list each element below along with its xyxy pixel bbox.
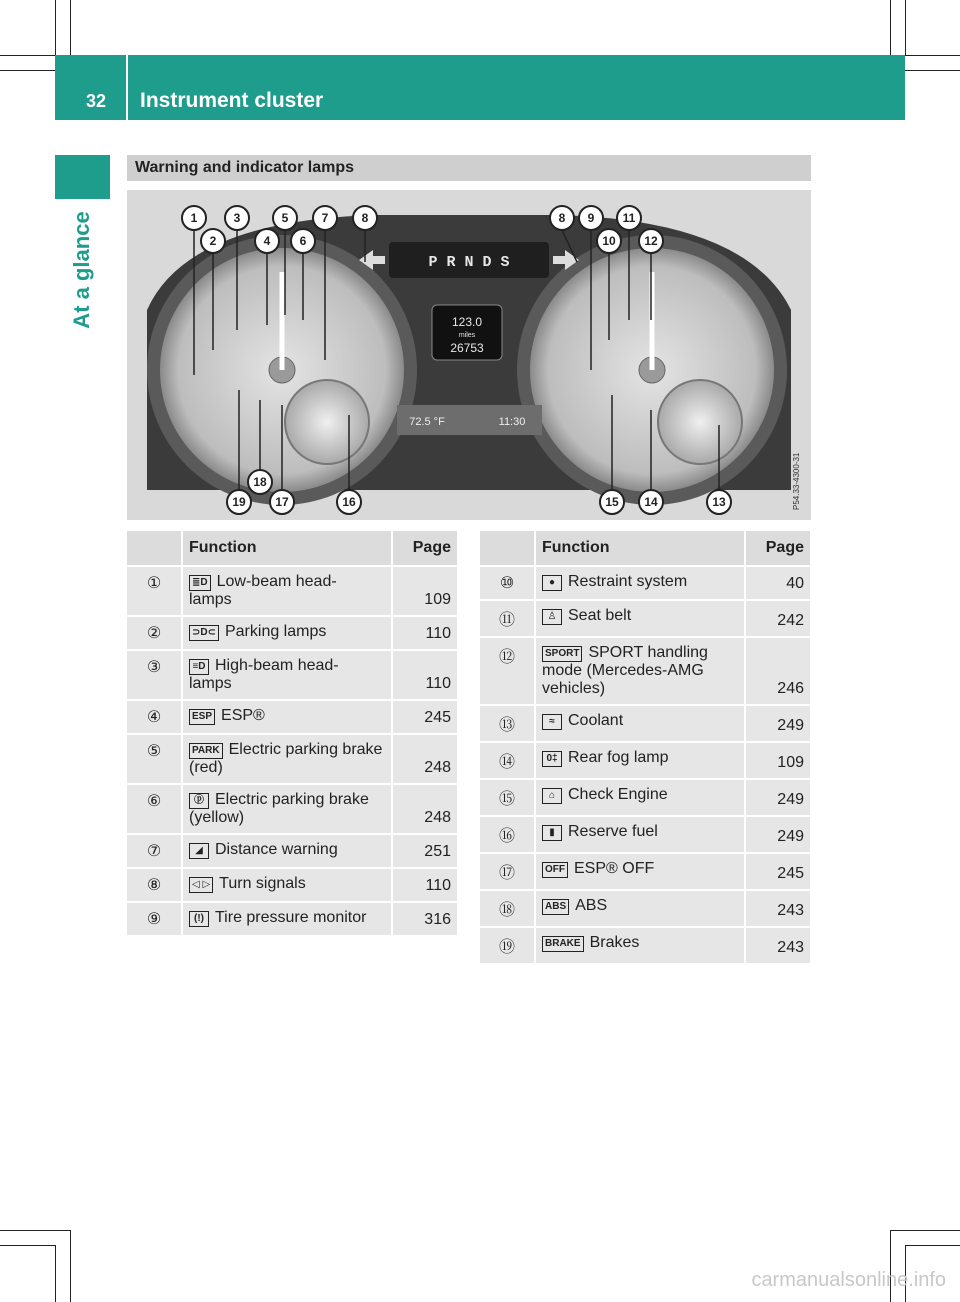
table-row	[480, 705, 811, 742]
row-function	[182, 616, 392, 650]
function-label: Electric parking brake (red)	[189, 741, 383, 776]
crop-mark	[0, 1230, 70, 1231]
function-label: SPORT handling mode (Mercedes-AMG vehicles)	[542, 644, 708, 697]
row-page: 243	[745, 927, 811, 964]
table-row	[480, 890, 811, 927]
row-function	[182, 566, 392, 616]
function-label: Coolant	[568, 712, 624, 729]
clock-text: 11:30	[498, 416, 526, 428]
row-page: 242	[745, 600, 811, 637]
lamps-table-right	[480, 531, 812, 965]
row-number: ⑦	[127, 834, 182, 868]
callout-label: 10	[602, 234, 616, 248]
num-header	[127, 531, 182, 566]
section-title: Warning and indicator lamps	[135, 159, 354, 176]
crop-mark	[905, 0, 906, 55]
function-label: ESP®	[221, 707, 265, 724]
coolant-icon: ≈	[542, 714, 562, 730]
callout-label: 4	[263, 234, 271, 248]
esp-off-icon: OFF	[542, 862, 568, 878]
table-row	[127, 834, 458, 868]
function-label: Brakes	[589, 934, 640, 951]
table-row	[480, 742, 811, 779]
row-number: ⑯	[480, 816, 535, 853]
callout-label: 5	[281, 211, 289, 225]
table-row	[480, 816, 811, 853]
function-label: Electric parking brake (yellow)	[189, 791, 369, 826]
lamps-table-left	[127, 531, 459, 937]
page-header: Page	[745, 531, 811, 566]
num-header	[480, 531, 535, 566]
row-function	[535, 600, 745, 637]
table-row	[127, 734, 458, 784]
crop-mark	[70, 1230, 71, 1302]
row-function	[182, 868, 392, 902]
row-page: 248	[392, 784, 458, 834]
crop-mark	[0, 1245, 55, 1246]
header-divider	[126, 55, 128, 120]
function-label: Check Engine	[568, 786, 668, 803]
row-number: ⑰	[480, 853, 535, 890]
row-page: 110	[392, 650, 458, 700]
function-label: ABS	[575, 897, 608, 914]
function-label: Distance warning	[215, 841, 338, 858]
brake-icon: BRAKE	[542, 936, 584, 952]
row-page: 251	[392, 834, 458, 868]
parking-lamps-icon: ⊃D⊂	[189, 625, 219, 641]
row-page: 248	[392, 734, 458, 784]
odometer-text: 26753	[450, 341, 484, 355]
function-header: Function	[535, 531, 745, 566]
row-number: ⑪	[480, 600, 535, 637]
reserve-fuel-icon: ▮	[542, 825, 562, 841]
function-header: Function	[182, 531, 392, 566]
callout-label: 11	[622, 211, 636, 225]
function-label: Reserve fuel	[568, 823, 658, 840]
callout-label: 6	[299, 234, 307, 248]
section-heading	[127, 155, 811, 181]
row-page: 246	[745, 637, 811, 705]
callout-label: 17	[275, 495, 289, 509]
rear-fog-lamp-icon: 0‡	[542, 751, 562, 767]
table-row	[127, 902, 458, 936]
turn-signals-icon: ◁ ▷	[189, 877, 213, 893]
seat-belt-icon: ♙	[542, 609, 562, 625]
crop-mark	[905, 1245, 960, 1246]
function-label: High-beam head- lamps	[189, 657, 339, 692]
row-function	[535, 816, 745, 853]
row-page: 316	[392, 902, 458, 936]
trip-text: 123.0	[451, 315, 483, 329]
row-function	[535, 637, 745, 705]
function-label: Parking lamps	[224, 623, 327, 640]
low-beam-icon: ≣D	[189, 575, 211, 591]
crop-mark	[55, 0, 56, 55]
row-function	[182, 784, 392, 834]
instrument-cluster-figure	[127, 190, 811, 520]
row-number: ③	[127, 650, 182, 700]
row-function	[535, 705, 745, 742]
esp-icon: ESP	[189, 709, 215, 725]
row-page: 249	[745, 816, 811, 853]
side-label: At a glance	[69, 211, 94, 329]
row-number: ②	[127, 616, 182, 650]
row-function	[182, 650, 392, 700]
crop-mark	[905, 55, 960, 56]
row-number: ④	[127, 700, 182, 734]
callout-label: 14	[644, 495, 658, 509]
callout-label: 19	[232, 495, 246, 509]
row-number: ⑤	[127, 734, 182, 784]
cluster-illustration	[127, 190, 811, 520]
table-row	[127, 784, 458, 834]
high-beam-icon: ≡D	[189, 659, 209, 675]
coolant-gauge	[658, 380, 742, 464]
row-function	[182, 734, 392, 784]
chapter-title: Instrument cluster	[140, 89, 324, 112]
table-row	[127, 566, 458, 616]
function-label: Tire pressure monitor	[215, 909, 367, 926]
callout-label: 15	[605, 495, 619, 509]
image-code: P54.33-4300-31	[792, 452, 801, 510]
row-function	[182, 700, 392, 734]
table-row	[480, 779, 811, 816]
gear-text: P R N D S	[428, 254, 510, 271]
trip-unit: miles	[458, 332, 476, 339]
crop-mark	[890, 1230, 960, 1231]
table-row	[480, 637, 811, 705]
page-header: Page	[392, 531, 458, 566]
row-number: ⑩	[480, 566, 535, 600]
function-label: Restraint system	[568, 573, 688, 590]
page-number: 32	[86, 91, 107, 111]
row-number: ⑫	[480, 637, 535, 705]
table-row	[480, 927, 811, 964]
crop-mark	[0, 55, 55, 56]
park-icon: PARK	[189, 743, 223, 759]
callout-label: 18	[253, 475, 267, 489]
check-engine-icon: ⌂	[542, 788, 562, 804]
function-label: ESP® OFF	[574, 860, 655, 877]
row-function	[182, 834, 392, 868]
function-label: Low-beam head- lamps	[189, 573, 337, 608]
callout-label: 1	[190, 211, 198, 225]
fuel-gauge	[285, 380, 369, 464]
row-page: 249	[745, 705, 811, 742]
row-function	[535, 927, 745, 964]
row-function	[535, 890, 745, 927]
row-number: ⑥	[127, 784, 182, 834]
restraint-system-icon: ●	[542, 575, 562, 591]
callout-label: 3	[233, 211, 241, 225]
callout-label: 2	[209, 234, 217, 248]
table-row	[480, 853, 811, 890]
temperature-text: 72.5 °F	[409, 416, 445, 428]
crop-mark	[55, 1245, 56, 1302]
distance-warning-icon: ◢	[189, 843, 209, 859]
row-number: ⑱	[480, 890, 535, 927]
parking-brake-yellow-icon: ⓟ	[189, 793, 209, 809]
row-number: ⑨	[127, 902, 182, 936]
row-page: 243	[745, 890, 811, 927]
table-row	[127, 868, 458, 902]
row-function	[535, 742, 745, 779]
table-row	[480, 566, 811, 600]
callout-label: 9	[587, 211, 595, 225]
row-number: ①	[127, 566, 182, 616]
row-number: ⑲	[480, 927, 535, 964]
table-row	[480, 600, 811, 637]
row-number: ⑧	[127, 868, 182, 902]
callout-label: 7	[321, 211, 329, 225]
function-label: Turn signals	[219, 875, 306, 892]
callout-label: 16	[342, 495, 356, 509]
row-page: 110	[392, 616, 458, 650]
callout-label: 8	[558, 211, 566, 225]
row-page: 40	[745, 566, 811, 600]
row-page: 245	[745, 853, 811, 890]
row-number: ⑮	[480, 779, 535, 816]
row-function	[182, 902, 392, 936]
row-function	[535, 779, 745, 816]
row-page: 109	[392, 566, 458, 616]
row-number: ⑬	[480, 705, 535, 742]
tire-pressure-icon: (!)	[189, 911, 209, 927]
watermark: carmanualsonline.info	[751, 1269, 946, 1291]
table-row	[127, 650, 458, 700]
row-page: 249	[745, 779, 811, 816]
callout-label: 8	[361, 211, 369, 225]
row-function	[535, 566, 745, 600]
abs-icon: ABS	[542, 899, 569, 915]
row-page: 245	[392, 700, 458, 734]
row-page: 110	[392, 868, 458, 902]
side-tab	[55, 155, 110, 199]
table-row	[127, 700, 458, 734]
sport-icon: SPORT	[542, 646, 582, 662]
function-label: Rear fog lamp	[568, 749, 669, 766]
callout-label: 12	[644, 234, 658, 248]
callout-label: 13	[712, 495, 726, 509]
table-row	[127, 616, 458, 650]
row-function	[535, 853, 745, 890]
row-number: ⑭	[480, 742, 535, 779]
function-label: Seat belt	[568, 607, 632, 624]
row-page: 109	[745, 742, 811, 779]
